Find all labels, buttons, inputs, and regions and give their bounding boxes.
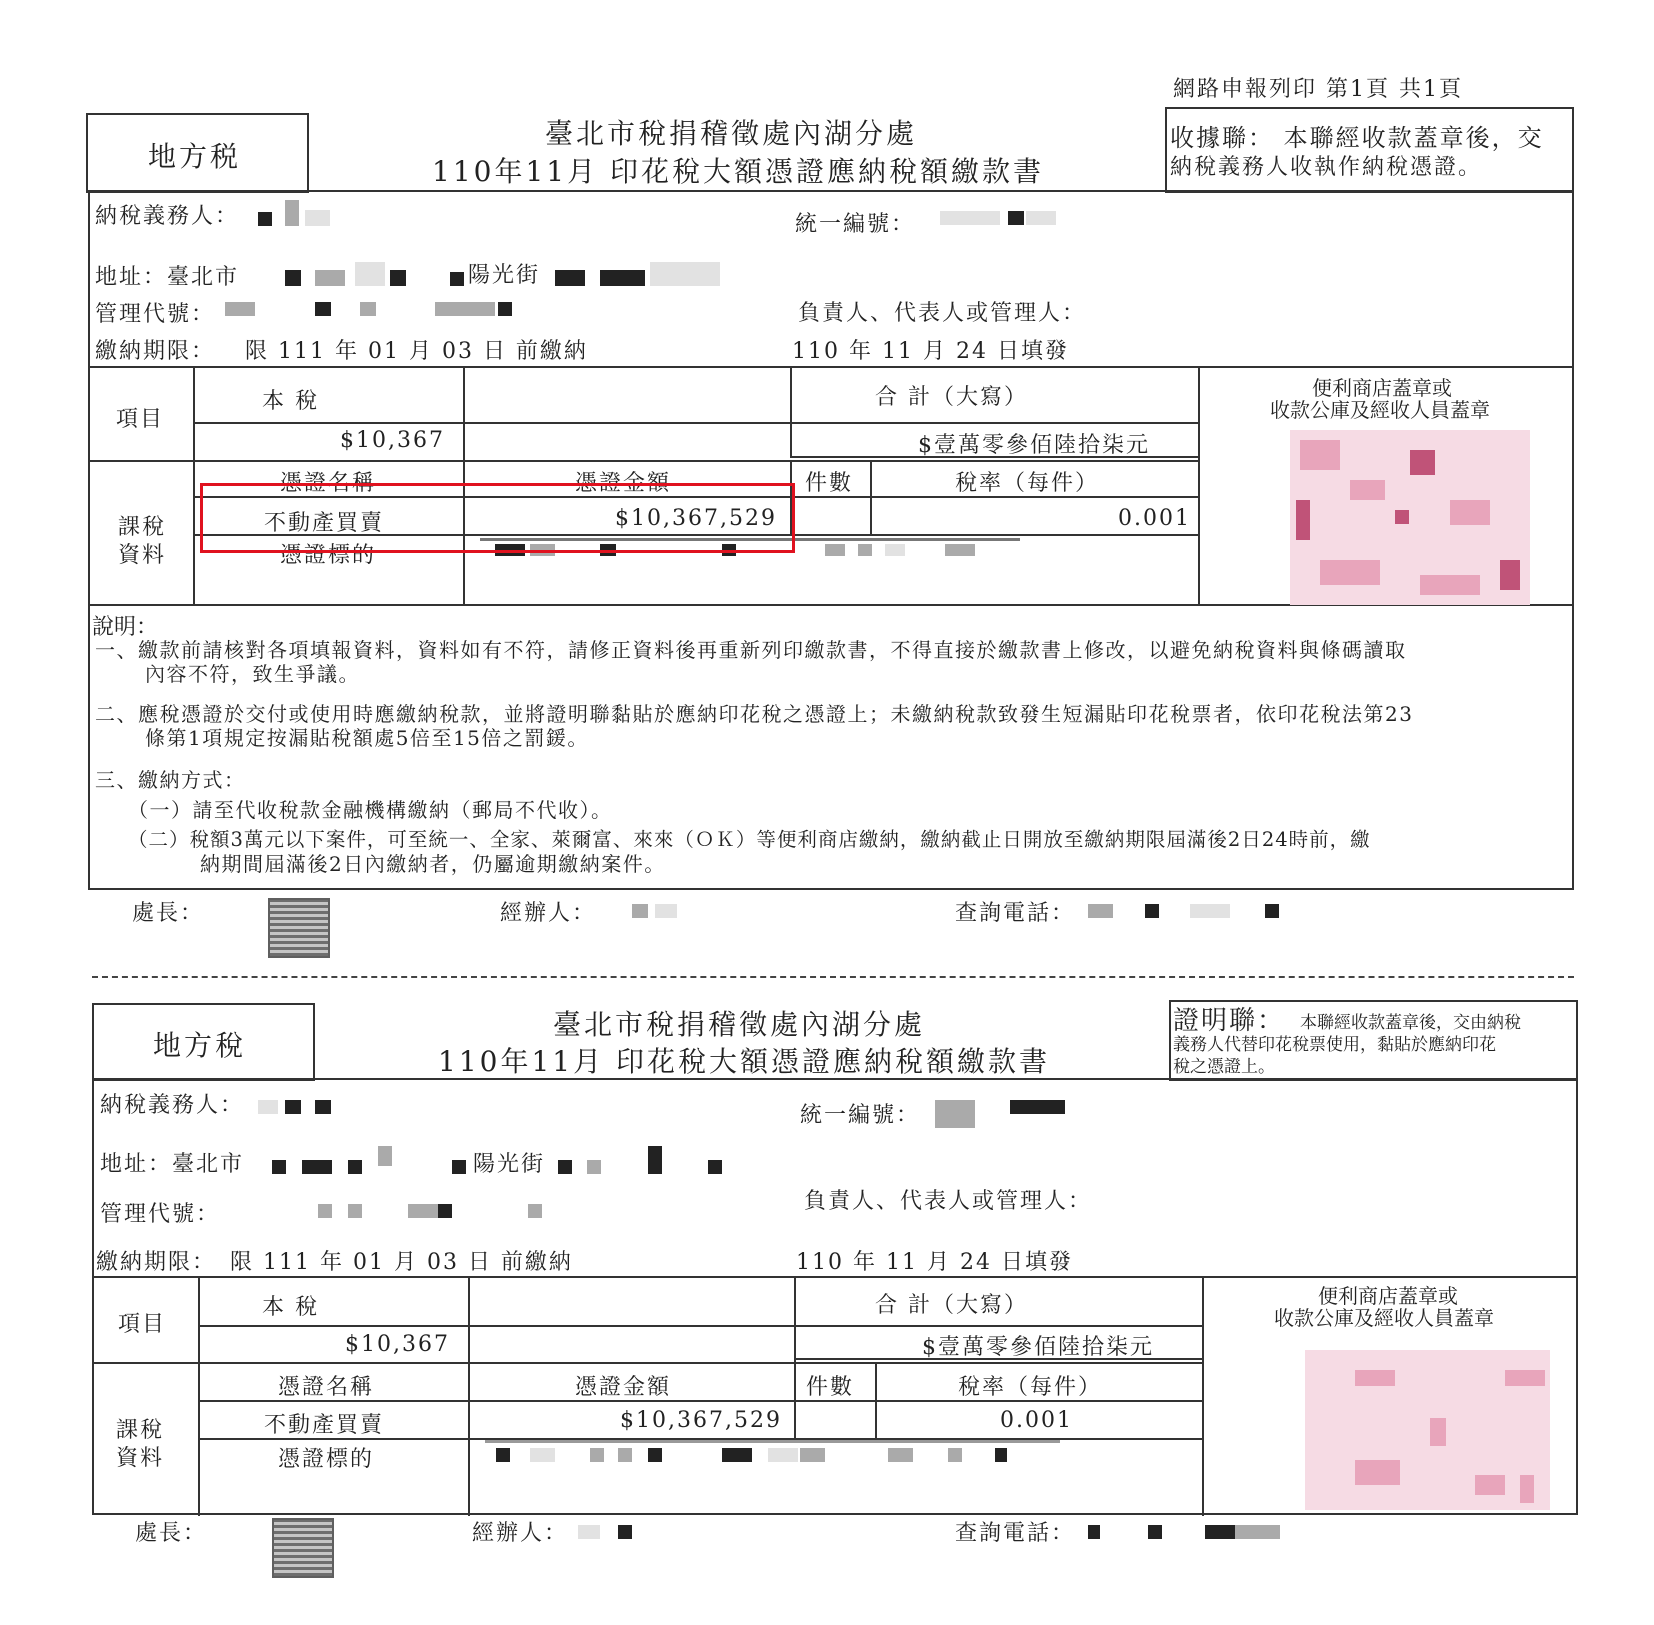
doc-subject-label: 憑證標的 <box>278 1447 375 1472</box>
redacted-block <box>318 1204 332 1218</box>
redacted-block <box>587 1160 601 1174</box>
rate-value: 0.001 <box>1118 506 1191 531</box>
form-title: 110年11月 印花稅大額憑證應納稅額繳款書 <box>432 155 1044 188</box>
redacted-block <box>1008 211 1024 225</box>
rate-label: 稅率（每件） <box>955 471 1100 496</box>
redacted-block <box>618 1525 632 1539</box>
store-stamp-label-1: 便利商店蓋章或 <box>1318 1284 1458 1308</box>
redacted-block <box>1148 1525 1162 1539</box>
print-info: 網路申報列印 第1頁 共1頁 <box>1173 77 1463 102</box>
doc-amount-label: 憑證金額 <box>575 471 672 496</box>
redacted-block <box>225 302 255 316</box>
redacted-block <box>948 1448 962 1462</box>
redacted-block <box>558 1160 572 1174</box>
redacted-block <box>1205 1525 1235 1539</box>
redacted-block <box>438 1204 452 1218</box>
store-stamp-label-1: 便利商店蓋章或 <box>1312 376 1452 400</box>
chief-seal <box>268 898 330 958</box>
deadline-label: 繳納期限： <box>96 1250 217 1275</box>
rep-label: 負責人、代表人或管理人： <box>798 301 1087 326</box>
total-label: 合 計（大寫） <box>875 1293 1028 1318</box>
chief-label: 處長： <box>135 1521 208 1546</box>
base-tax-label: 本 稅 <box>262 1295 319 1320</box>
copy-label-2: 納稅義務人收執作納稅憑證。 <box>1170 155 1483 180</box>
handler-label: 經辦人： <box>472 1521 569 1546</box>
id-label: 統一編號： <box>800 1103 921 1128</box>
redacted-block <box>1010 1100 1065 1114</box>
redacted-block <box>632 904 648 918</box>
redacted-block <box>935 1100 975 1128</box>
tax-data-label-2: 資料 <box>116 1446 165 1471</box>
doc-amount-label: 憑證金額 <box>575 1375 672 1400</box>
redacted-block <box>722 1448 752 1462</box>
tax-data-label-1: 課稅 <box>116 1418 165 1443</box>
count-label: 件數 <box>806 1375 855 1400</box>
doc-name-value: 不動產買賣 <box>264 1413 385 1438</box>
note-3-2: （二）稅額3萬元以下案件，可至統一、全家、萊爾富、來來（ＯＫ）等便利商店繳納，繳納截止日開放至繳納期限屆滿後2日24時前，繳 <box>128 828 1371 851</box>
redacted-block <box>450 272 464 286</box>
redacted-block <box>285 1100 301 1114</box>
redacted-block <box>498 302 512 316</box>
copy-desc-2: 義務人代替印花稅票使用，黏貼於應納印花 <box>1173 1035 1496 1055</box>
note-2: 二、應稅憑證於交付或使用時應繳納稅款，並將證明聯黏貼於應納印花稅之憑證上；未繳納稅款致發生短漏貼印花稅票者，依印花稅法第23 <box>95 702 1414 726</box>
note-1: 一、繳款前請核對各項填報資料，資料如有不符，請修正資料後再重新列印繳款書，不得直接於繳款書上修改，以避免納稅資料與條碼讀取 <box>95 638 1407 662</box>
redacted-block <box>1265 904 1279 918</box>
redacted-block <box>945 544 975 556</box>
base-tax-value: $10,367 <box>345 1332 450 1357</box>
deadline-label: 繳納期限： <box>95 339 216 364</box>
office-name: 臺北市稅捐稽徵處內湖分處 <box>553 1008 926 1041</box>
mgmt-code-label: 管理代號： <box>95 302 216 327</box>
doc-name-label: 憑證名稱 <box>280 471 377 496</box>
redacted-block <box>648 1448 662 1462</box>
phone-label: 查詢電話： <box>955 1521 1076 1546</box>
copy-label: 證明聯： <box>1173 1006 1286 1036</box>
rep-label: 負責人、代表人或管理人： <box>804 1189 1093 1214</box>
redacted-block <box>600 270 645 286</box>
redacted-block <box>940 211 1000 225</box>
notes-title: 說明： <box>92 615 159 640</box>
redacted-block <box>360 302 376 316</box>
redacted-block <box>528 1204 542 1218</box>
note-3-2-cont: 納期間屆滿後2日內繳納者，仍屬逾期繳納案件。 <box>200 852 666 876</box>
redacted-block <box>315 270 345 286</box>
note-3-1: （一）請至代收稅款金融機構繳納（郵局不代收）。 <box>128 798 613 822</box>
note-2-cont: 條第1項規定按漏貼稅額處5倍至15倍之罰鍰。 <box>145 726 589 750</box>
redacted-block <box>1088 1525 1100 1539</box>
address-label: 地址：臺北市 <box>100 1152 245 1177</box>
redacted-block <box>496 1448 510 1462</box>
taxpayer-label: 納稅義務人： <box>95 204 240 229</box>
tax-data-label-2: 資料 <box>118 543 167 568</box>
redacted-block <box>768 1448 798 1462</box>
redacted-block <box>348 1160 362 1174</box>
redacted-block <box>618 1448 632 1462</box>
total-value: $壹萬零參佰陸拾柒元 <box>918 433 1150 458</box>
redacted-block <box>995 1448 1007 1462</box>
copy-desc-1: 本聯經收款蓋章後，交由納稅 <box>1300 1013 1521 1033</box>
redacted-block <box>408 1204 438 1218</box>
doc-name-value: 不動產買賣 <box>264 511 385 536</box>
copy-desc-3: 稅之憑證上。 <box>1173 1057 1275 1077</box>
redacted-block <box>378 1146 392 1166</box>
doc-subject-label: 憑證標的 <box>280 543 377 568</box>
doc-name-label: 憑證名稱 <box>278 1375 375 1400</box>
store-stamp-label-2: 收款公庫及經收人員蓋章 <box>1274 1306 1494 1330</box>
item-label: 項目 <box>118 1312 167 1337</box>
redacted-block <box>258 212 272 226</box>
office-name: 臺北市稅捐稽徵處內湖分處 <box>545 117 918 150</box>
local-tax-label: 地方税 <box>148 140 242 173</box>
issue-date: 110 年 11 月 24 日填發 <box>796 1250 1073 1275</box>
redacted-block <box>305 210 330 226</box>
form-title: 110年11月 印花稅大額憑證應納稅額繳款書 <box>438 1045 1050 1078</box>
redacted-block <box>885 544 905 556</box>
chief-label: 處長： <box>132 901 205 926</box>
rate-value: 0.001 <box>1000 1408 1073 1433</box>
redacted-block <box>315 302 331 316</box>
redacted-block <box>888 1448 913 1462</box>
redacted-block <box>285 200 299 226</box>
base-tax-label: 本 稅 <box>262 389 319 414</box>
note-3: 三、繳納方式： <box>95 768 246 792</box>
base-tax-value: $10,367 <box>340 428 445 453</box>
id-label: 統一編號： <box>795 212 916 237</box>
doc-amount-value: $10,367,529 <box>620 1408 782 1433</box>
count-label: 件數 <box>805 471 854 496</box>
redacted-block <box>348 1204 362 1218</box>
address-label: 地址：臺北市 <box>95 265 240 290</box>
redacted-block <box>708 1160 722 1174</box>
redacted-block <box>800 1448 825 1462</box>
redacted-block <box>650 262 720 286</box>
redacted-block <box>578 1525 600 1539</box>
redacted-block <box>315 1100 331 1114</box>
taxpayer-label: 納稅義務人： <box>100 1093 245 1118</box>
copy-label-1: 收據聯： 本聯經收款蓋章後，交 <box>1170 124 1544 152</box>
doc-amount-value: $10,367,529 <box>615 506 777 531</box>
deadline-value: 限 111 年 01 月 03 日 前繳納 <box>245 339 588 364</box>
rate-label: 稅率（每件） <box>958 1375 1103 1400</box>
street-name: 陽光街 <box>468 263 541 288</box>
redacted-block <box>655 904 677 918</box>
redacted-block <box>648 1146 662 1174</box>
redacted-block <box>435 302 495 316</box>
redacted-block <box>1145 904 1159 918</box>
store-stamp-label-2: 收款公庫及經收人員蓋章 <box>1270 398 1490 422</box>
phone-label: 查詢電話： <box>955 901 1076 926</box>
total-value: $壹萬零參佰陸拾柒元 <box>922 1335 1154 1360</box>
redacted-block <box>590 1448 604 1462</box>
mgmt-code-label: 管理代號： <box>100 1202 221 1227</box>
redacted-block <box>258 1100 278 1114</box>
issue-date: 110 年 11 月 24 日填發 <box>792 339 1069 364</box>
redacted-block <box>1235 1525 1280 1539</box>
note-1-cont: 內容不符，致生爭議。 <box>145 662 360 686</box>
redacted-block <box>355 262 385 286</box>
redacted-block <box>530 1448 555 1462</box>
street-name: 陽光街 <box>473 1152 546 1177</box>
tax-data-label-1: 課稅 <box>118 515 167 540</box>
redacted-block <box>1190 904 1230 918</box>
redacted-block <box>302 1160 332 1174</box>
highlight-box <box>200 483 795 553</box>
redacted-block <box>452 1160 466 1174</box>
total-label: 合 計（大寫） <box>875 385 1028 410</box>
cut-line <box>92 976 1574 978</box>
redacted-block <box>555 270 585 286</box>
redacted-block <box>1088 904 1113 918</box>
redacted-block <box>285 270 301 286</box>
redacted-block <box>1026 211 1056 225</box>
redacted-block <box>858 544 872 556</box>
redacted-block <box>272 1160 286 1174</box>
item-label: 項目 <box>116 407 165 432</box>
redacted-block <box>390 270 406 286</box>
redacted-block <box>825 544 845 556</box>
local-tax-label: 地方稅 <box>153 1029 247 1062</box>
deadline-value: 限 111 年 01 月 03 日 前繳納 <box>230 1250 573 1275</box>
chief-seal <box>272 1518 334 1578</box>
handler-label: 經辦人： <box>500 901 597 926</box>
